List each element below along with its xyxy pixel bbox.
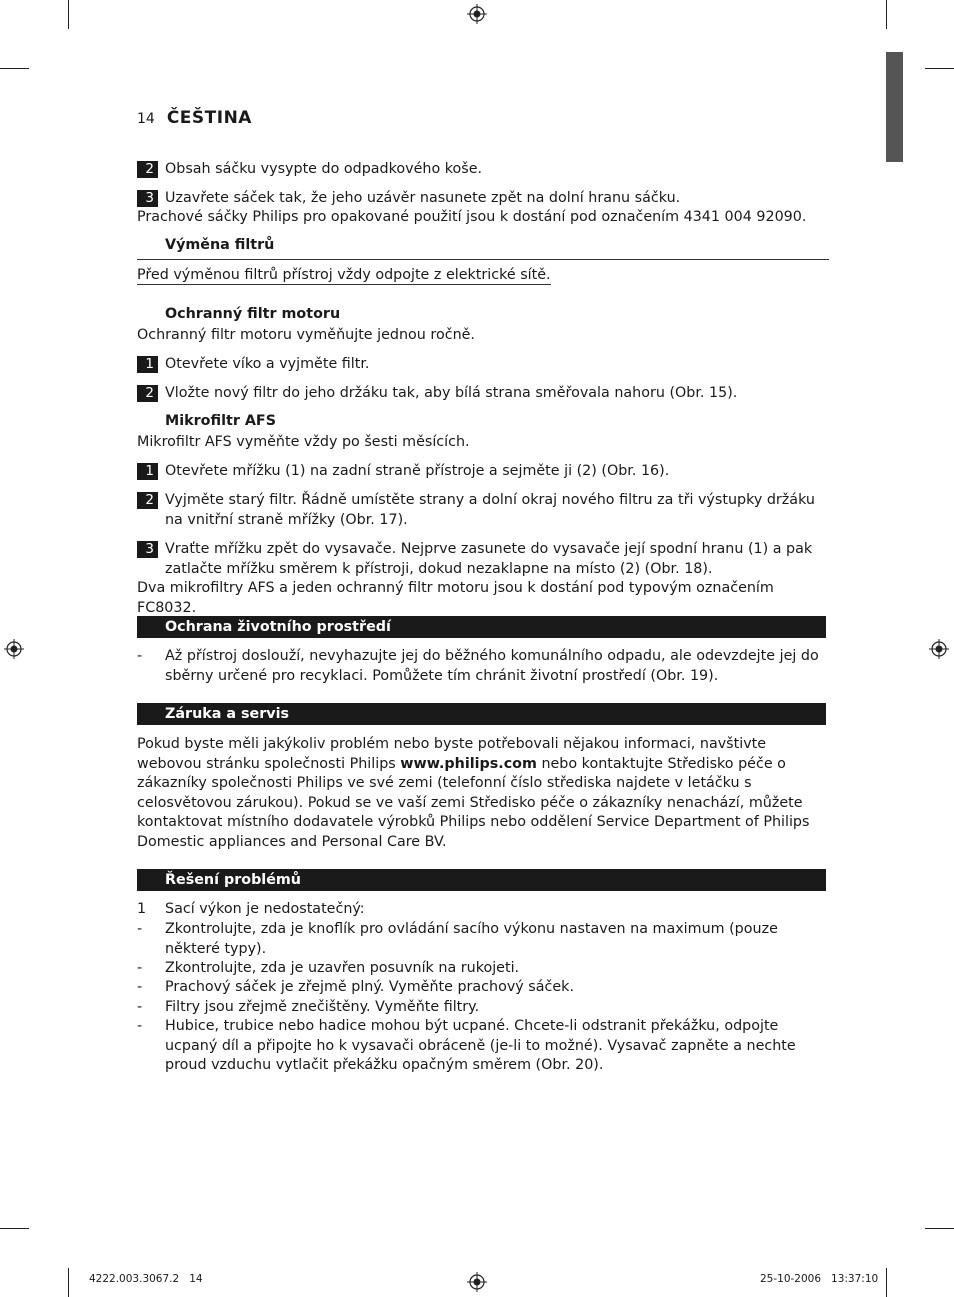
list-item bbox=[137, 1017, 829, 1076]
step-text: Vyjměte starý filtr. Řádně umístěte strany a dolní okraj nového filtru za tři výstupky držáku na vnitřní straně mřížky (Obr. 17). bbox=[165, 492, 815, 528]
page-title: ČEŠTINA bbox=[166, 108, 252, 128]
motor-filter-intro: Ochranný filtr motoru vyměňujte jednou ročně. bbox=[137, 327, 475, 343]
list-item bbox=[137, 920, 829, 959]
solution-text: Hubice, trubice nebo hadice mohou být ucpané. Chcete-li odstranit překážku, odpojte ucpaný díl a připojte ho k vysavači obráceně (je-li to možné). Vysavač zapněte a nechte proud vzduchu vytlačit překážku opačným směrem (Obr. 20). bbox=[165, 1018, 796, 1073]
step-number: 3 bbox=[137, 541, 158, 558]
step-text: Otevřete víko a vyjměte filtr. bbox=[165, 356, 370, 372]
afs-filter-intro: Mikrofiltr AFS vyměňte vždy po šesti měsících. bbox=[137, 434, 470, 450]
registration-mark-icon bbox=[467, 4, 487, 24]
solution-text: Prachový sáček je zřejmě plný. Vyměňte prachový sáček. bbox=[165, 979, 574, 995]
crop-mark bbox=[925, 1228, 954, 1229]
problem-text: Sací výkon je nedostatečný: bbox=[165, 901, 365, 917]
registration-mark-icon bbox=[929, 639, 949, 659]
crop-mark bbox=[68, 0, 69, 29]
registration-mark-icon bbox=[4, 639, 24, 659]
filters-heading: Výměna filtrů bbox=[165, 237, 275, 253]
motor-filter-heading: Ochranný filtr motoru bbox=[165, 306, 341, 322]
solution-text: Zkontrolujte, zda je knoflík pro ovládání sacího výkonu nastaven na maximum (pouze některé typy). bbox=[165, 921, 778, 957]
step-item bbox=[137, 491, 829, 530]
warranty-text-part: nebo kontaktujte Středisko péče o zákazníky společnosti Philips ve své zemi (telefonní číslo střediska najdete v letáčku s celosvětovou zárukou). Pokud se ve vaší zemi Středisko péče o zákazníky nenachází, můžete kontaktovat místního dodavatele výrobků Philips nebo oddělení Service Department of Philips Domestic appliances and Personal Care BV. bbox=[137, 755, 810, 850]
section-bar-environment: Ochrana životního prostředí bbox=[137, 616, 826, 638]
filters-warning: Před výměnou filtrů přístroj vždy odpojte z elektrické sítě. bbox=[137, 267, 551, 283]
language-side-tab bbox=[886, 52, 903, 162]
crop-mark bbox=[68, 1268, 69, 1297]
bullet-mark: - bbox=[137, 1018, 143, 1034]
section-bar-troubleshooting: Řešení problémů bbox=[137, 869, 826, 891]
registration-mark-icon bbox=[467, 1272, 487, 1292]
step-number: 1 bbox=[137, 356, 158, 373]
crop-mark bbox=[0, 1228, 29, 1229]
list-item bbox=[137, 647, 829, 686]
step-number: 2 bbox=[137, 385, 158, 402]
bullet-mark: - bbox=[137, 960, 143, 976]
step-text: Uzavřete sáček tak, že jeho uzávěr nasunete zpět na dolní hranu sáčku. bbox=[165, 190, 681, 206]
bags-note: Prachové sáčky Philips pro opakované použití jsou k dostání pod označením 4341 004 92090. bbox=[137, 209, 807, 225]
solution-text: Filtry jsou zřejmě znečištěny. Vyměňte filtry. bbox=[165, 999, 480, 1015]
crop-mark bbox=[886, 1268, 887, 1297]
afs-filter-heading: Mikrofiltr AFS bbox=[165, 413, 276, 429]
philips-website-link[interactable]: www.philips.com bbox=[400, 755, 537, 772]
list-item bbox=[137, 998, 829, 1018]
list-item bbox=[137, 959, 829, 979]
crop-mark bbox=[0, 68, 29, 69]
section-bar-warranty: Záruka a servis bbox=[137, 703, 826, 725]
divider bbox=[137, 259, 829, 260]
step-item bbox=[137, 189, 829, 209]
step-item bbox=[137, 540, 829, 579]
page-header bbox=[137, 108, 252, 128]
step-text: Vraťte mřížku zpět do vysavače. Nejprve zasunete do vysavače její spodní hranu (1) a pak zatlačte mřížku směrem k přístroji, dokud nezaklapne na místo (2) (Obr. 18). bbox=[165, 541, 813, 577]
bullet-mark: - bbox=[137, 921, 143, 937]
step-number: 2 bbox=[137, 492, 158, 509]
problem-number: 1 bbox=[137, 901, 147, 917]
bullet-mark: - bbox=[137, 979, 143, 995]
warranty-text-part: Pokud byste měli jakýkoliv problém nebo byste potřebovali nějakou informaci, navštivte webovou stránku společnosti Philips bbox=[137, 736, 767, 772]
crop-mark bbox=[886, 0, 887, 29]
list-item bbox=[137, 978, 829, 998]
step-text: Vložte nový filtr do jeho držáku tak, aby bílá strana směřovala nahoru (Obr. 15). bbox=[165, 385, 738, 401]
footer-doc-code: 4222.003.3067.2 14 bbox=[89, 1273, 203, 1285]
afs-filter-note: Dva mikrofiltry AFS a jeden ochranný filtr motoru jsou k dostání pod typovým označením FC8032. bbox=[137, 580, 774, 616]
step-number: 2 bbox=[137, 161, 158, 178]
step-item bbox=[137, 160, 829, 180]
footer-timestamp: 25-10-2006 13:37:10 bbox=[760, 1273, 879, 1285]
step-item bbox=[137, 355, 829, 375]
bullet-mark: - bbox=[137, 999, 143, 1015]
step-number: 3 bbox=[137, 190, 158, 207]
step-item bbox=[137, 462, 829, 482]
environment-text: Až přístroj doslouží, nevyhazujte jej do běžného komunálního odpadu, ale odevzdejte jej do sběrny určené pro recyklaci. Pomůžete tím chránit životní prostředí (Obr. 19). bbox=[165, 648, 819, 684]
step-text: Otevřete mřížku (1) na zadní straně přístroje a sejměte ji (2) (Obr. 16). bbox=[165, 463, 670, 479]
crop-mark bbox=[925, 68, 954, 69]
solution-text: Zkontrolujte, zda je uzavřen posuvník na rukojeti. bbox=[165, 960, 520, 976]
problem-item bbox=[137, 900, 829, 920]
warranty-text bbox=[137, 735, 829, 852]
step-text: Obsah sáčku vysypte do odpadkového koše. bbox=[165, 161, 483, 177]
page-number: 14 bbox=[137, 111, 155, 127]
bullet-mark: - bbox=[137, 648, 143, 664]
step-item bbox=[137, 384, 829, 404]
step-number: 1 bbox=[137, 463, 158, 480]
